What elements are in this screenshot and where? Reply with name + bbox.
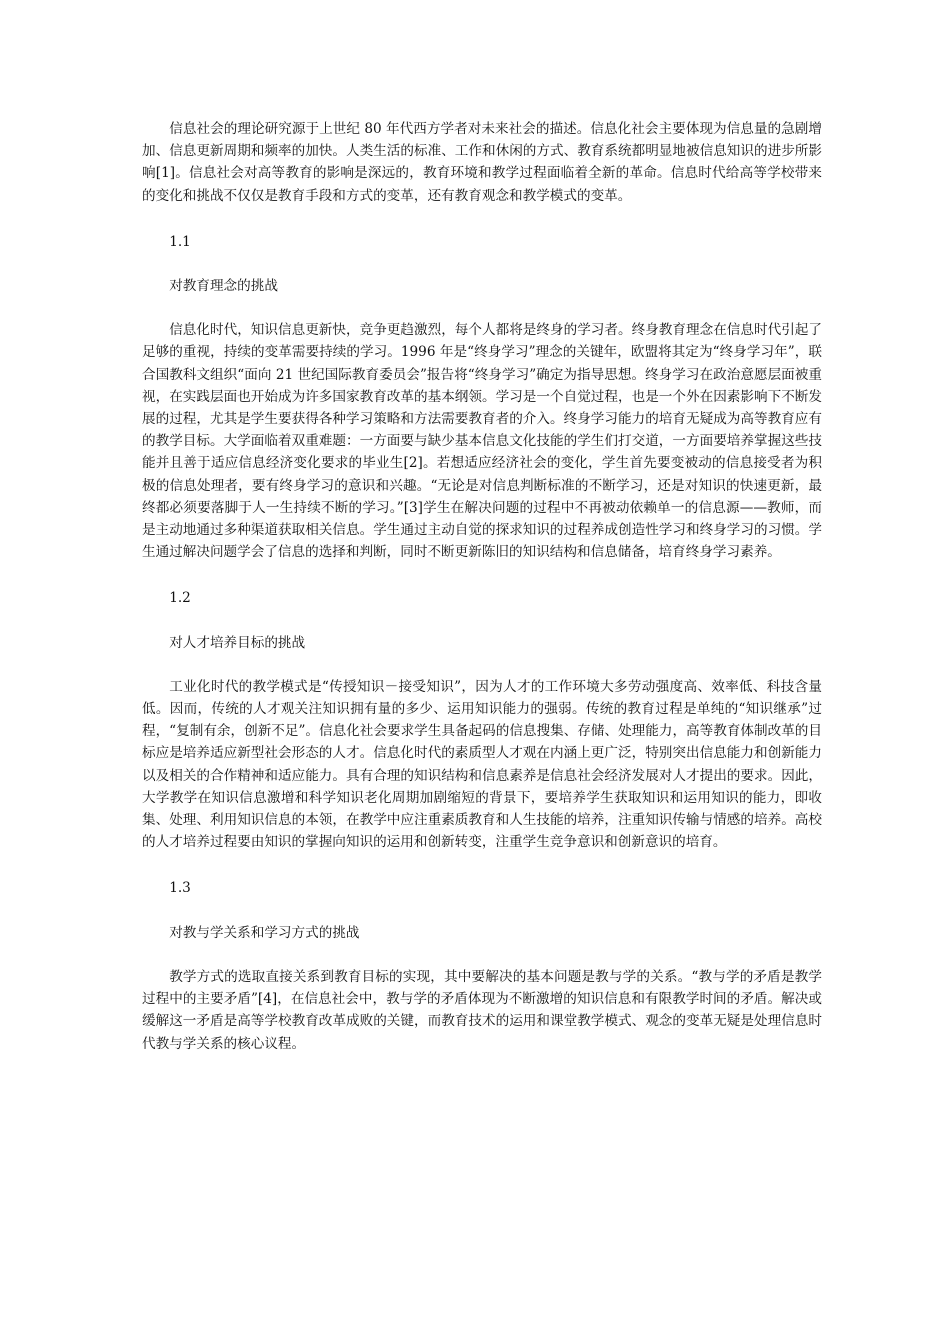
section-body-1-2: 工业化时代的教学模式是“传授知识－接受知识”，因为人才的工作环境大多劳动强度高、效率低、科技含量低。因而，传统的人才观关注知识拥有量的多少、运用知识能力的强弱。传统的教育过程是单纯的“知识继承”过程，“复制有余，创新不足”。信息化社会要求学生具备起码的信息搜集、存储、处理能力，高等教育体制改革的目标应是培养适应新型社会形态的人才。信息化时代的素质型人才观在内涵上更广泛，特别突出信息能力和创新能力以及相关的合作精神和适应能力。具有合理的知识结构和信息素养是信息社会经济发展对人才提出的要求。因此，大学教学在知识信息激增和科学知识老化周期加剧缩短的背景下，要培养学生获取知识和运用知识的能力，即收集、处理、利用知识信息的本领，在教学中应注重素质教育和人生技能的培养，注重知识传输与情感的培养。高校的人才培养过程要由知识的掌握向知识的运用和创新转变，注重学生竞争意识和创新意识的培育。 — [142, 678, 822, 851]
section-number-1-1: 1.1 — [169, 233, 191, 250]
section-title-1-1: 对教育理念的挑战 — [169, 278, 278, 295]
section-body-1-3: 教学方式的选取直接关系到教育目标的实现，其中要解决的基本问题是教与学的关系。“教与学的矛盾是教学过程中的主要矛盾”[4]，在信息社会中，教与学的矛盾体现为不断激增的知识信息和有限教学时间的矛盾。解决或缓解这一矛盾是高等学校教育改革成败的关键，而教育技术的运用和课堂教学模式、观念的变革无疑是处理信息时代教与学关系的核心议程。 — [142, 968, 822, 1052]
intro-paragraph: 信息社会的理论研究源于上世纪 80 年代西方学者对未来社会的描述。信息化社会主要体现为信息量的急剧增加、信息更新周期和频率的加快。人类生活的标准、工作和休闲的方式、教育系统都明显地被信息知识的进步所影响[1]。信息社会对高等教育的影响是深远的，教育环境和教学过程面临着全新的革命。信息时代给高等学校带来的变化和挑战不仅仅是教育手段和方式的变革，还有教育观念和教学模式的变革。 — [142, 121, 822, 204]
section-number-1-3: 1.3 — [169, 880, 191, 897]
section-body-1-1: 信息化时代，知识信息更新快，竞争更趋激烈，每个人都将是终身的学习者。终身教育理念在信息时代引起了足够的重视，持续的变革需要持续的学习。1996 年是“终身学习”理念的关键年，欧盟将其定为“终身学习年”，联合国教科文组织“面向 21 世纪国际教育委员会”报告将“终身学习”确定为指导思想。终身学习在政治意愿层面被重视，在实践层面也开始成为许多国家教育改革的基本纲领。学习是一个自觉过程，也是一个外在因素影响下不断发展的过程，尤其是学生要获得各种学习策略和方法需要教育者的介入。终身学习能力的培育无疑成为高等教育应有的教学目标。大学面临着双重难题：一方面要与缺少基本信息文化技能的学生们打交道，一方面要培养掌握这些技能并且善于适应信息经济变化要求的毕业生[2]。若想适应经济社会的变化，学生首先要变被动的信息接受者为积极的信息处理者，要有终身学习的意识和兴趣。“无论是对信息判断标准的不断学习，还是对知识的快速更新，最终都必须要落脚于人一生持续不断的学习。”[3]学生在解决问题的过程中不再被动依赖单一的信息源——教师，而是主动地通过多种渠道获取相关信息。学生通过主动自觉的探求知识的过程养成创造性学习和终身学习的习惯。学生通过解决问题学会了信息的选择和判断，同时不断更新陈旧的知识结构和信息储备，培育终身学习素养。 — [142, 322, 822, 561]
section-title-1-2: 对人才培养目标的挑战 — [169, 634, 306, 651]
document-page — [142, 118, 822, 1055]
section-title-1-3: 对教与学关系和学习方式的挑战 — [169, 924, 360, 941]
section-number-1-2: 1.2 — [169, 590, 191, 607]
